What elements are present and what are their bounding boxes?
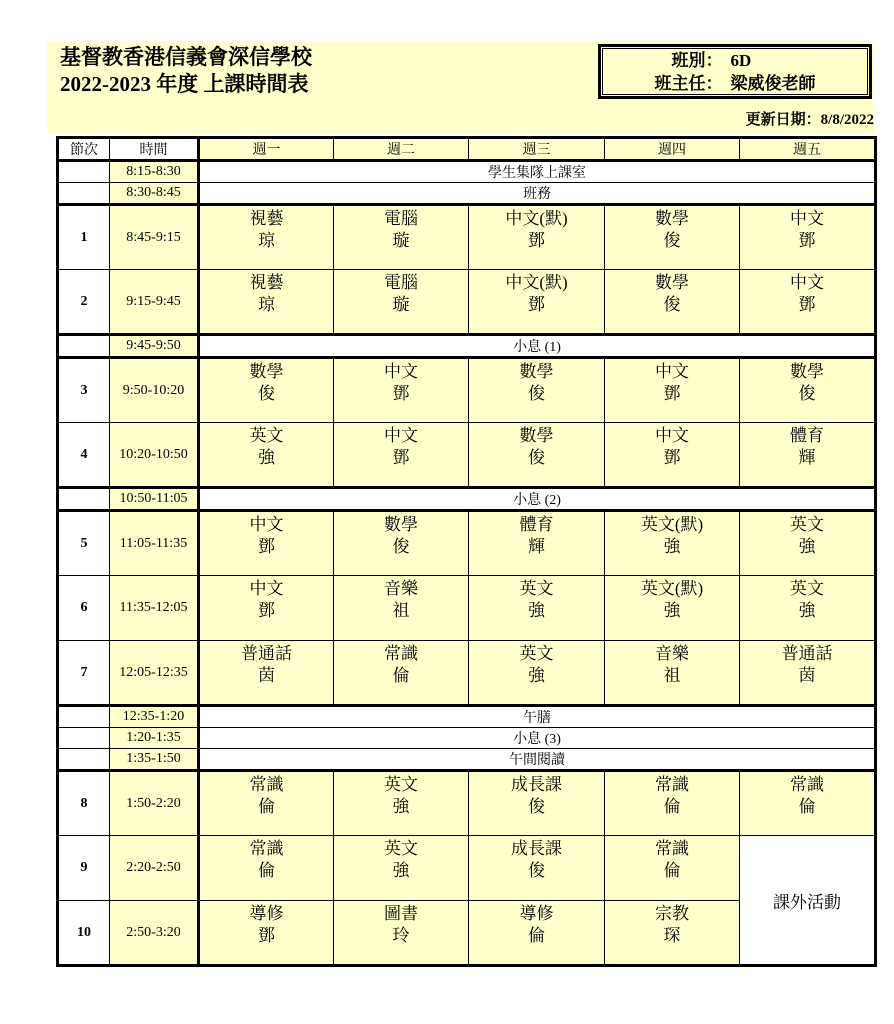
teacher-label: 倫 (392, 666, 410, 685)
period-cell (58, 728, 110, 749)
period-cell: 10 (58, 901, 110, 966)
lesson-cell (740, 771, 876, 836)
lesson-cell (605, 901, 740, 966)
subject-label: 體育 (519, 515, 554, 534)
subject-label: 導修 (249, 904, 284, 923)
subject-label: 英文 (519, 644, 554, 663)
time-cell: 1:20-1:35 (110, 728, 199, 749)
header-row (58, 138, 876, 161)
period-cell (58, 335, 110, 358)
subject-label: 常識 (249, 775, 284, 794)
subject-label: 常識 (384, 644, 418, 663)
lesson-cell (334, 270, 469, 335)
school-name: 基督教香港信義會深信學校 (60, 45, 312, 69)
column-header-2: 時間 (110, 138, 199, 161)
timetable-row-period-5 (58, 511, 876, 576)
teacher-label: 琛 (663, 926, 681, 945)
lesson-cell (469, 771, 605, 836)
teacher-label: 強 (663, 601, 681, 620)
column-header-5: 週三 (469, 138, 605, 161)
activity-cell: 課外活動 (740, 836, 876, 966)
teacher-label: 強 (392, 861, 410, 880)
subject-label: 音樂 (655, 644, 689, 663)
teacher-label: 俊 (528, 861, 545, 880)
teacher-label: 玲 (392, 926, 410, 945)
lesson-cell (469, 576, 605, 641)
subject-label: 宗教 (655, 904, 689, 923)
teacher-label: 倫 (663, 861, 681, 880)
subject-label: 英文 (790, 515, 824, 534)
subject-label: 數學 (384, 515, 418, 534)
class-info-inner (602, 48, 868, 95)
teacher-label: 鄧 (798, 295, 816, 314)
lesson-cell (740, 641, 876, 706)
subject-label: 常識 (249, 839, 284, 858)
teacher-label: 俊 (798, 384, 816, 403)
teacher-label: 倫 (663, 797, 681, 816)
subject-label: 導修 (519, 904, 554, 923)
lesson-cell (605, 576, 740, 641)
teacher-label: 俊 (528, 797, 545, 816)
period-cell: 8 (58, 771, 110, 836)
subject-label: 中文 (655, 362, 689, 381)
subject-label: 視藝 (249, 209, 284, 228)
lesson-cell (740, 423, 876, 488)
teacher-label: 鄧 (258, 601, 275, 620)
teacher-label: 鄧 (258, 926, 275, 945)
subject-label: 電腦 (384, 209, 418, 228)
lesson-cell (469, 270, 605, 335)
lesson-cell (334, 423, 469, 488)
lesson-cell (334, 836, 469, 901)
period-cell: 2 (58, 270, 110, 335)
subject-label: 英文 (384, 839, 418, 858)
lesson-cell (199, 901, 334, 966)
period-cell (58, 749, 110, 771)
period-cell: 7 (58, 641, 110, 706)
time-cell: 9:15-9:45 (110, 270, 199, 335)
subject-label: 中文 (384, 426, 418, 445)
teacher-label: 鄧 (258, 537, 275, 556)
lesson-cell (605, 270, 740, 335)
time-cell: 1:35-1:50 (110, 749, 199, 771)
subject-label: 數學 (519, 426, 554, 445)
lesson-cell (469, 358, 605, 423)
time-cell: 10:20-10:50 (110, 423, 199, 488)
subject-label: 英文 (249, 426, 284, 445)
break-label-cell: 班務 (199, 183, 876, 205)
teacher-label: 倫 (528, 926, 545, 945)
time-cell: 9:45-9:50 (110, 335, 199, 358)
break-label-cell: 午間閱讀 (199, 749, 876, 771)
subject-label: 中文 (249, 579, 284, 598)
time-cell: 12:35-1:20 (110, 706, 199, 728)
timetable-row-period-9 (58, 836, 876, 901)
subject-label: 英文 (384, 775, 418, 794)
lesson-cell (469, 423, 605, 488)
teacher-label: 鄧 (798, 231, 816, 250)
lesson-cell (740, 576, 876, 641)
subject-label: 英文 (519, 579, 554, 598)
lesson-cell (199, 423, 334, 488)
lesson-cell (199, 771, 334, 836)
class-info-box (598, 44, 872, 99)
subject-label: 中文 (655, 426, 689, 445)
lesson-cell (334, 641, 469, 706)
lesson-cell (740, 205, 876, 270)
period-cell (58, 488, 110, 511)
lesson-cell (199, 270, 334, 335)
timetable-row-break (58, 749, 876, 771)
subject-label: 數學 (655, 209, 689, 228)
time-cell: 12:05-12:35 (110, 641, 199, 706)
subject-label: 英文(默) (640, 515, 704, 534)
teacher-label: 強 (392, 797, 410, 816)
timetable-row-break (58, 706, 876, 728)
break-label-cell: 學生集隊上課室 (199, 161, 876, 183)
teacher-label: 鄧 (392, 384, 410, 403)
timetable-row-period-6 (58, 576, 876, 641)
teacher-label: 俊 (258, 384, 275, 403)
timetable-row-break (58, 183, 876, 205)
lesson-cell (605, 771, 740, 836)
teacher-label: 俊 (663, 231, 681, 250)
teacher-label: 俊 (392, 537, 410, 556)
subject-label: 中文(默) (505, 209, 568, 228)
period-cell (58, 183, 110, 205)
subject-label: 音樂 (384, 579, 418, 598)
teacher-label: 倫 (258, 797, 275, 816)
class-value: 6D (730, 50, 752, 70)
lesson-cell (469, 205, 605, 270)
updated-date (746, 108, 874, 129)
lesson-cell (605, 511, 740, 576)
lesson-cell (469, 836, 605, 901)
timetable-row-break (58, 488, 876, 511)
timetable-row-period-3 (58, 358, 876, 423)
teacher-label: 倫 (798, 797, 816, 816)
lesson-cell (334, 771, 469, 836)
teacher-label: 鄧 (663, 448, 681, 467)
teacher-label: 璇 (392, 231, 410, 250)
teacher-label: 琼 (258, 231, 275, 250)
teacher-label: 鄧 (528, 295, 545, 314)
teacher-label: 茵 (258, 666, 275, 685)
subject-label: 英文(默) (640, 579, 704, 598)
subject-label: 電腦 (384, 273, 418, 292)
lesson-cell (199, 511, 334, 576)
subject-label: 常識 (655, 775, 689, 794)
teacher-label: 俊 (528, 448, 545, 467)
time-cell: 8:15-8:30 (110, 161, 199, 183)
subject-label: 數學 (249, 362, 284, 381)
lesson-cell (334, 205, 469, 270)
subject-label: 中文(默) (505, 273, 568, 292)
timetable-row-break (58, 335, 876, 358)
time-cell: 2:50-3:20 (110, 901, 199, 966)
subject-label: 數學 (655, 273, 689, 292)
column-header-1: 節次 (58, 138, 110, 161)
teacher-label: 輝 (528, 537, 545, 556)
teacher-label: 俊 (663, 295, 681, 314)
subject-label: 中文 (384, 362, 418, 381)
lesson-cell (199, 576, 334, 641)
break-label-cell: 午膳 (199, 706, 876, 728)
timetable-table (56, 136, 877, 967)
break-label-cell: 小息 (1) (199, 335, 876, 358)
lesson-cell (199, 836, 334, 901)
title-block (60, 44, 312, 98)
teacher-label: 祖 (663, 666, 681, 685)
period-cell (58, 161, 110, 183)
lesson-cell (740, 270, 876, 335)
subject-label: 數學 (790, 362, 824, 381)
lesson-cell (605, 205, 740, 270)
teacher-label: 鄧 (528, 231, 545, 250)
lesson-cell (740, 511, 876, 576)
lesson-cell (740, 358, 876, 423)
time-cell: 8:45-9:15 (110, 205, 199, 270)
subject-label: 數學 (519, 362, 554, 381)
time-cell: 1:50-2:20 (110, 771, 199, 836)
column-header-7: 週五 (740, 138, 876, 161)
teacher-label: 輝 (798, 448, 816, 467)
period-cell: 9 (58, 836, 110, 901)
updated-date-value: 8/8/2022 (820, 112, 874, 128)
lesson-cell (605, 423, 740, 488)
subject-label: 成長課 (511, 775, 562, 794)
teacher-label: 強 (528, 666, 545, 685)
teacher-label: 強 (798, 537, 816, 556)
time-cell: 2:20-2:50 (110, 836, 199, 901)
lesson-cell (199, 358, 334, 423)
subject-label: 英文 (790, 579, 824, 598)
period-cell: 1 (58, 205, 110, 270)
teacher-label: 祖 (392, 601, 410, 620)
time-cell: 11:05-11:35 (110, 511, 199, 576)
time-cell: 10:50-11:05 (110, 488, 199, 511)
lesson-cell (469, 511, 605, 576)
class-label: 班別： (671, 50, 723, 70)
subject-label: 常識 (790, 775, 824, 794)
break-label-cell: 小息 (3) (199, 728, 876, 749)
subject-label: 常識 (655, 839, 689, 858)
period-cell: 5 (58, 511, 110, 576)
timetable-row-period-1 (58, 205, 876, 270)
lesson-cell (334, 358, 469, 423)
teacher-label: 倫 (258, 861, 275, 880)
lesson-cell (334, 511, 469, 576)
time-cell: 9:50-10:20 (110, 358, 199, 423)
updated-date-label: 更新日期： (745, 112, 821, 128)
subject-label: 圖書 (384, 904, 418, 923)
time-cell: 8:30-8:45 (110, 183, 199, 205)
time-cell: 11:35-12:05 (110, 576, 199, 641)
teacher-label: 鄧 (663, 384, 681, 403)
subject-label: 視藝 (249, 273, 284, 292)
subject-label: 中文 (790, 209, 824, 228)
lesson-cell (469, 641, 605, 706)
period-cell: 4 (58, 423, 110, 488)
subject-label: 中文 (249, 515, 284, 534)
timetable-row-period-8 (58, 771, 876, 836)
teacher-label: 茵 (798, 666, 816, 685)
teacher-label: 強 (528, 601, 545, 620)
lesson-cell (334, 901, 469, 966)
teacher-label: 強 (258, 448, 275, 467)
teacher-label: 琼 (258, 295, 275, 314)
teacher-label: 俊 (528, 384, 545, 403)
lesson-cell (199, 205, 334, 270)
period-cell: 3 (58, 358, 110, 423)
break-label-cell: 小息 (2) (199, 488, 876, 511)
teacher-label: 璇 (392, 295, 410, 314)
lesson-cell (605, 641, 740, 706)
subject-label: 體育 (790, 426, 824, 445)
teacher-label: 強 (798, 601, 816, 620)
head-teacher-value: 梁威俊老師 (730, 73, 816, 93)
lesson-cell (605, 836, 740, 901)
lesson-cell (469, 901, 605, 966)
subject-label: 中文 (790, 273, 824, 292)
lesson-cell (605, 358, 740, 423)
period-cell (58, 706, 110, 728)
timetable-row-period-4 (58, 423, 876, 488)
timetable-title: 2022-2023 年度 上課時間表 (60, 72, 309, 96)
subject-label: 普通話 (781, 644, 833, 663)
timetable-row-period-7 (58, 641, 876, 706)
period-cell: 6 (58, 576, 110, 641)
lesson-cell (334, 576, 469, 641)
column-header-4: 週二 (334, 138, 469, 161)
timetable-row-period-2 (58, 270, 876, 335)
teacher-label: 強 (663, 537, 681, 556)
timetable-row-break (58, 161, 876, 183)
head-teacher-label: 班主任： (654, 73, 723, 93)
timetable-row-break (58, 728, 876, 749)
subject-label: 成長課 (511, 839, 562, 858)
subject-label: 普通話 (241, 644, 292, 663)
teacher-label: 鄧 (392, 448, 410, 467)
lesson-cell (199, 641, 334, 706)
column-header-6: 週四 (605, 138, 740, 161)
column-header-3: 週一 (199, 138, 334, 161)
